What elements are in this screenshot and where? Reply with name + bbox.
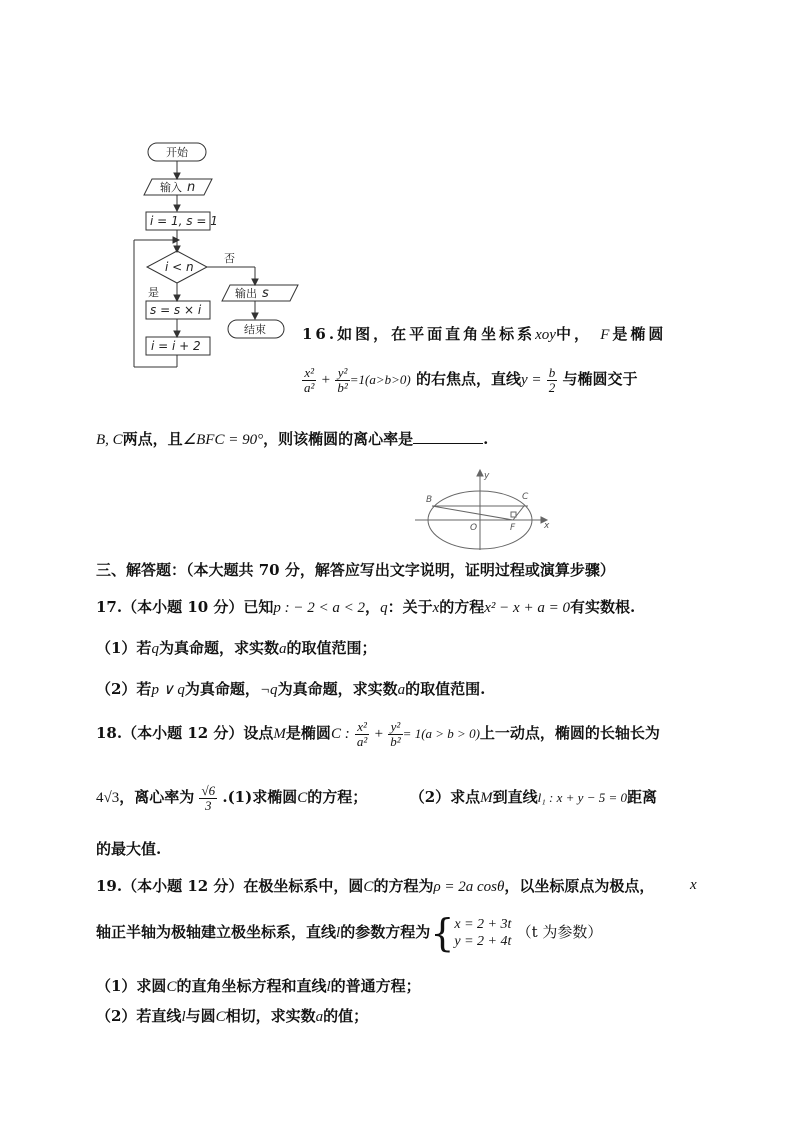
q19-sub1: （1）求圆C的直角坐标方程和直线l的普通方程； [96,977,421,995]
flow-start-label: 开始 [166,146,188,159]
flow-body2-label: i = i + 2 [151,339,201,353]
q17-sub2: （2）若p ∨ q为真命题，¬q为真命题，求实数a的取值范围. [96,680,486,698]
label-B: B [426,495,433,505]
answer-blank [413,429,483,444]
flow-input-var: n [187,180,196,195]
label-F: F [510,523,516,533]
flow-init-label: i = 1, s = 1 [150,214,218,228]
right-angle-mark [511,512,516,517]
q19-sub2: （2）若直线l与圆C相切，求实数a的值； [96,1007,369,1025]
q16-line1: 16.如图，在平面直角坐标系xoy中， F是椭圆 [302,325,667,343]
q18-line1: 18.（本小题 12 分）设点M是椭圆C : $\frac{\text{x²}}{\text{a²}}$ + $\frac{\text{y²}}{\text{b²}}$ = 1(a > b > 0)上一动点，椭圆的长轴长为 [96,719,660,749]
frac-y2-b2-q18: $\frac{\text{y²}}{\text{b²}}$ [390,719,401,749]
system-brace: { [430,911,455,955]
flow-output-box [222,285,298,301]
flow-yes-label: 是 [148,286,159,299]
q19-x: x [690,877,697,893]
flow-end-label: 结束 [244,323,266,336]
param-system: x = 2 + 3t y = 2 + 4t [454,916,512,949]
flow-no-label: 否 [224,252,235,265]
label-O: O [470,523,478,533]
q19-line2: 轴正半轴为极轴建立极坐标系，直线l的参数方程为{ x = 2 + 3t y = 2 + 4t （t 为参数） [96,911,603,955]
frac-b-2: $\frac{b}{2}$ [548,365,556,395]
section3-heading: 三、解答题：（本大题共 70 分，解答应写出文字说明，证明过程或演算步骤） [96,561,615,579]
label-y: y [484,471,490,481]
q18-line2: 4√3，离心率为 $\frac{√6}{3}$ .(1)求椭圆C的方程； （2）求点M到直线l₁ : x + y − 5 = 0距离 [96,783,658,813]
segment-bf [432,506,513,520]
flow-output-label: 输出 [235,287,257,300]
flow-output-var: s [262,286,269,301]
q18-line3: 的最大值. [96,840,162,858]
label-x: x [544,521,550,531]
q17-sub1: （1）若q为真命题，求实数a的取值范围； [96,639,377,657]
frac-ecc: $\frac{√6}{3}$ [201,783,216,813]
flow-body1-label: s = s × i [150,303,202,317]
label-C: C [522,492,529,502]
frac-y2-b2: $\frac{\text{y²}}{\text{b²}}$ [337,365,348,395]
figure16-ellipse [410,468,560,553]
frac-x2-a2-q18: $\frac{\text{x²}}{\text{a²}}$ [356,719,368,749]
flow-input-label: 输入 [160,181,182,194]
flowchart [120,135,320,375]
q19-line1: 19.（本小题 12 分）在极坐标系中，圆C的方程为ρ = 2a cosθ，以坐标原点为极点， [96,877,655,895]
q17-line1: 17.（本小题 10 分）已知p : − 2 < a < 2，q：关于x的方程x² − x + a = 0有实数根. [96,598,636,616]
q16-line3: B, C两点，且∠BFC = 90°，则该椭圆的离心率是 . [96,430,489,448]
frac-x2-a2: $\frac{\text{x²}}{\text{a²}}$ [304,365,315,395]
q16-line2: $\frac{\text{x²}}{\text{a²}}$ + $\frac{\text{y²}}{\text{b²}}$ =1(a>b>0) 的右焦点，直线y = $\frac{b}{2}$ 与椭圆交于 [304,365,638,395]
flow-cond-label: i < n [165,260,194,274]
segment-cf [513,506,524,520]
